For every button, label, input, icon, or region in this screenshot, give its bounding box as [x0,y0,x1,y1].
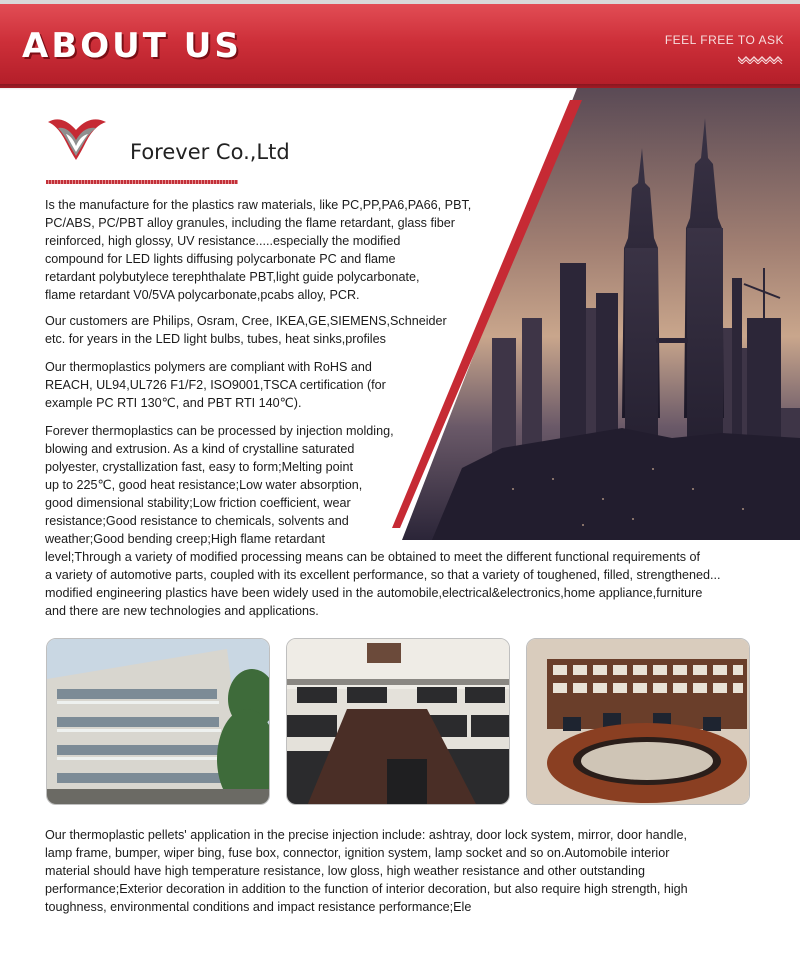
application-paragraph [45,826,688,916]
intro-paragraph-4 [45,422,721,620]
intro-paragraph-3 [45,358,386,412]
intro-paragraph-2 [45,312,447,348]
text-line: and there are new technologies and applications. [45,604,319,618]
text-line: up to 225℃, good heat resistance;Low water absorption, [45,478,363,492]
meeting-room-photo [526,638,750,805]
zigzag-decoration-icon [738,54,784,64]
text-line: compound for LED lights diffusing polycarbonate PC and flame [45,252,396,266]
text-line: weather;Good bending creep;High flame retardant [45,532,326,546]
header-tagline: FEEL FREE TO ASK [664,33,784,47]
text-line: Our thermoplastic pellets' application in the precise injection include: ashtray, door lock system, mirror, door handle, [45,828,687,842]
text-line: material should have high temperature resistance, low gloss, high weather resistance and other outstanding [45,864,645,878]
page-title: ABOUT US [22,26,242,66]
header-banner [0,0,800,88]
text-line: good dimensional stability;Low friction coefficient, wear [45,496,351,510]
text-line: REACH, UL94,UL726 F1/F2, ISO9001,TSCA certification (for [45,378,386,392]
factory-building-photo [46,638,270,805]
text-line: a variety of automotive parts, coupled with its excellent performance, so that a variety of toughened, filled, strengthened... [45,568,721,582]
text-line: modified engineering plastics have been widely used in the automobile,electrical&electronics,home appliance,furniture [45,586,703,600]
text-line: blowing and extrusion. As a kind of crystalline saturated [45,442,355,456]
text-line: resistance;Good resistance to chemicals, solvents and [45,514,349,528]
text-line: Our thermoplastics polymers are compliant with RoHS and [45,360,372,374]
text-line: flame retardant V0/5VA polycarbonate,pcabs alloy, PCR. [45,288,360,302]
text-line: toughness, environmental conditions and impact resistance performance;Ele [45,900,472,914]
brand-logo-icon [46,112,108,164]
divider [46,180,238,184]
text-line: performance;Exterior decoration in addition to the function of interior decoration, but also require high strength, high [45,882,688,896]
company-name: Forever Co.,Ltd [130,140,290,164]
training-room-photo [286,638,510,805]
text-line: example PC RTI 130℃, and PBT RTI 140℃). [45,396,302,410]
text-line: Forever thermoplastics can be processed by injection molding, [45,424,394,438]
text-line: reinforced, high glossy, UV resistance.....especially the modified [45,234,401,248]
text-line: lamp frame, bumper, wiper bing, fuse box, connector, ignition system, lamp socket and so on.Automobile interior [45,846,670,860]
intro-paragraph-1 [45,196,471,304]
text-line: polyester, crystallization fast, easy to form;Melting point [45,460,353,474]
text-line: etc. for years in the LED light bulbs, tubes, heat sinks,profiles [45,332,386,346]
text-line: Is the manufacture for the plastics raw materials, like PC,PP,PA6,PA66, PBT, [45,198,472,212]
text-line: PC/ABS, PC/PBT alloy granules, including the flame retardant, glass fiber [45,216,455,230]
text-line: retardant polybutylece terephthalate PBT,light guide polycarbonate, [45,270,420,284]
text-line: Our customers are Philips, Osram, Cree, IKEA,GE,SIEMENS,Schneider [45,314,447,328]
text-line: level;Through a variety of modified processing means can be obtained to meet the different functional requirements of [45,550,701,564]
